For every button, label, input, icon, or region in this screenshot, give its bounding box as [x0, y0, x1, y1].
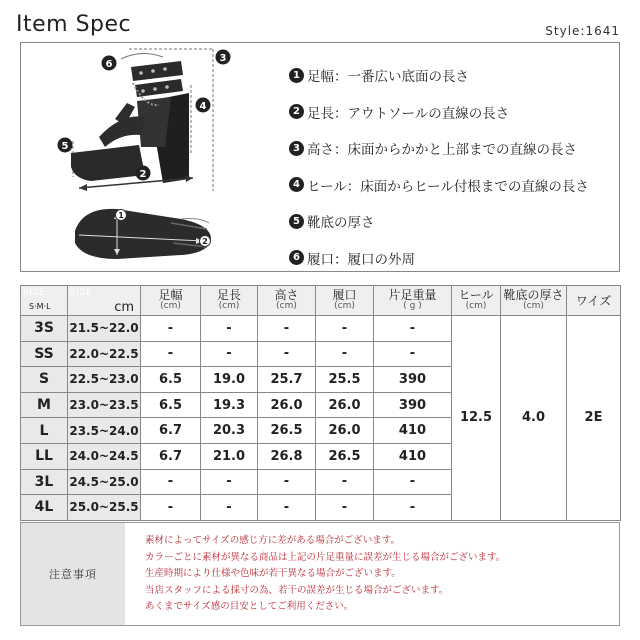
spec-diagram-box [20, 42, 620, 272]
corner-cell-size-sml: SIZE S·M·L [21, 286, 68, 316]
table-row: LL 24.0~24.5 6.7 21.0 26.8 26.5 410 [21, 443, 621, 469]
table-row: M 23.0~23.5 6.5 19.3 26.0 26.0 390 [21, 392, 621, 418]
svg-text:6: 6 [105, 59, 113, 70]
header-weight: 片足重量 ( g ) [374, 286, 452, 316]
header-foot-length: 足長 (cm) [201, 286, 258, 316]
table-row: 3L 24.5~25.0 - - - - - [21, 469, 621, 495]
note-line: カラーごとに素材が異なる商品は上記の片足重量に誤差が生じる場合がございます。 [145, 551, 506, 563]
measure-item-foot-length: 2 足長：アウトソールの直線の長さ [289, 94, 589, 131]
note-line: 素材によってサイズの感じ方に差がある場合がございます。 [145, 535, 400, 546]
svg-text:4: 4 [199, 101, 207, 112]
corner-cell-size-cm: SIZE cm [68, 286, 141, 316]
svg-text:1: 1 [118, 211, 124, 220]
table-row: S 22.5~23.0 6.5 19.0 25.7 25.5 390 [21, 367, 621, 393]
header-heel: ヒール (cm) [452, 286, 501, 316]
table-row: 4L 25.0~25.5 - - - - - [21, 495, 621, 521]
header-sole-thickness: 靴底の厚さ (cm) [501, 286, 567, 316]
shoe-diagram [21, 43, 283, 273]
measure-item-height: 3 高さ：床面からかかと上部までの直線の長さ [289, 130, 589, 167]
measure-item-sole: 5 靴底の厚さ [289, 203, 589, 240]
svg-text:2: 2 [202, 237, 208, 246]
measure-item-heel: 4 ヒール：床面からヒール付根までの直線の長さ [289, 167, 589, 204]
svg-text:3: 3 [219, 53, 227, 64]
notes-label: 注意事項 [21, 523, 125, 625]
size-table [20, 285, 621, 521]
header-opening: 履口 (cm) [316, 286, 374, 316]
notes-lines [125, 523, 505, 625]
note-line: 当店スタッフによる採寸の為、若干の誤差が生じる場合がございます。 [145, 584, 449, 596]
svg-text:5: 5 [61, 141, 69, 152]
sandal-side-icon [58, 49, 231, 191]
table-row: 3S 21.5~22.0 - - - - - 12.5 4.0 2E [21, 316, 621, 342]
note-line: あくまでサイズ感の目安としてご利用ください。 [145, 601, 354, 612]
table-row: SS 22.0~22.5 - - - - - [21, 341, 621, 367]
measurement-descriptions [289, 57, 589, 276]
header-height: 高さ (cm) [258, 286, 316, 316]
note-line: 生産時期により仕様や色味が若干異なる場合がございます。 [145, 568, 401, 579]
notes-box [20, 522, 620, 626]
sandal-sole-icon [75, 209, 211, 259]
svg-text:2: 2 [139, 169, 147, 180]
style-number: Style:1641 [545, 24, 620, 38]
table-row: L 23.5~24.0 6.7 20.3 26.5 26.0 410 [21, 418, 621, 444]
header-foot-width: 足幅 (cm) [141, 286, 201, 316]
sole-value: 4.0 [501, 316, 567, 521]
header-wise: ワイズ [567, 286, 621, 316]
wise-value: 2E [567, 316, 621, 521]
table-header-row [21, 286, 621, 316]
heel-value: 12.5 [452, 316, 501, 521]
page-title: Item Spec [16, 12, 132, 37]
measure-item-foot-width: 1 足幅：一番広い底面の長さ [289, 57, 589, 94]
measure-item-opening: 6 履口：履口の外周 [289, 240, 589, 277]
